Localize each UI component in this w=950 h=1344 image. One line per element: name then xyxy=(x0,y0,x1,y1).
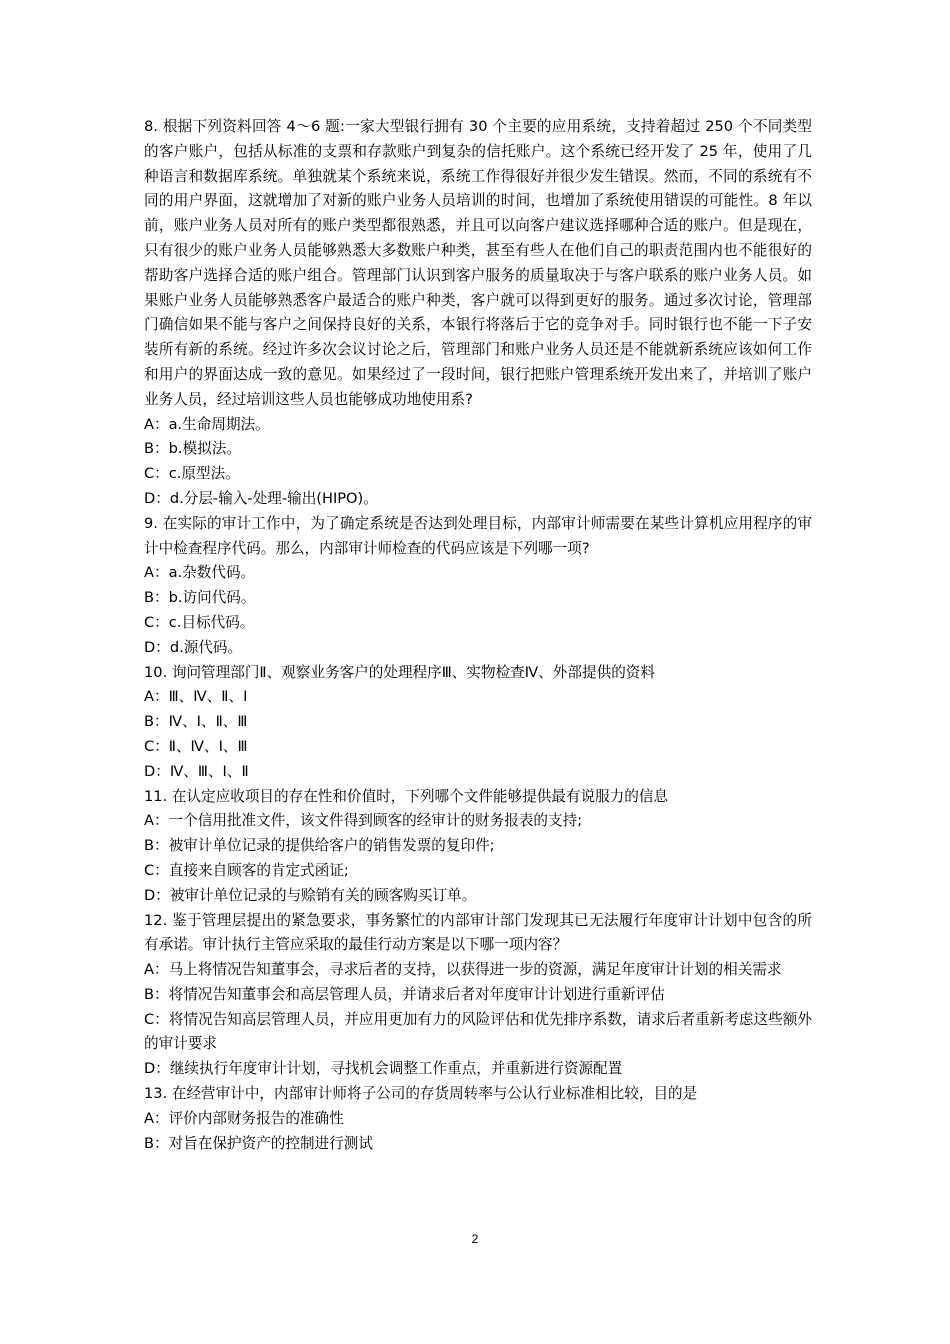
question-8-option-a: A：a.生命周期法。 xyxy=(144,415,270,433)
question-9-option-b: B：b.访问代码。 xyxy=(144,589,256,607)
question-12-option-a: A：马上将情况告知董事会，寻求后者的支持，以获得进一步的资源，满足年度审计计划的相关需求 xyxy=(144,961,782,979)
question-10-option-d: D：Ⅳ、Ⅲ、Ⅰ、Ⅱ xyxy=(144,762,249,780)
question-11-option-c: C：直接来自顾客的肯定式函证; xyxy=(144,861,349,879)
question-8-option-b: B：b.模拟法。 xyxy=(144,440,241,458)
question-12-option-b: B：将情况告知董事会和高层管理人员，并请求后者对年度审计计划进行重新评估 xyxy=(144,985,665,1003)
question-11-stem: 11. 在认定应收项目的存在性和价值时，下列哪个文件能够提供最有说服力的信息 xyxy=(144,787,669,805)
question-10-option-a: A：Ⅲ、Ⅳ、Ⅱ、Ⅰ xyxy=(144,688,248,706)
question-8-option-d: D：d.分层-输入-处理-输出(HIPO)。 xyxy=(144,489,378,507)
question-8-stem: 8. 根据下列资料回答 4～6 题:一家大型银行拥有 30 个主要的应用系统，支持着超过 250 个不同类型的客户账户，包括从标准的支票和存款账户到复杂的信托账户。这个系统已经开发了 25 年，使用了几种语言和数据库系统。单独就某个系统来说，系统工作得很好并很少发生错误。然而，不同的系统有不同的用户界面，这就增加了对新的账户业务人员培训的时间，也增加了系统使用错误的可能性。8 年以前，账户业务人员对所有的账户类型都很熟悉，并且可以向客户建议选择哪种合适的账户。但是现在，只有很少的账户业务人员能够熟悉大多数账户种类，甚至有些人在他们自己的职责范围内也不能很好的帮助客户选择合适的账户组合。管理部门认识到客户服务的质量取决于与客户联系的账户业务人员。如果账户业务人员能够熟悉客户最适合的账户种类，客户就可以得到更好的服务。通过多次讨论，管理部门确信如果不能与客户之间保持良好的关系，本银行将落后于它的竞争对手。同时银行也不能一下子安装所有新的系统。经过许多次会议讨论之后，管理部门和账户业务人员还是不能就新系统应该如何工作和用户的界面达成一致的意见。如果经过了一段时间，银行把账户管理系统开发出来了，并培训了账户业务人员，经过培训这些人员也能够成功地使用系? xyxy=(144,118,812,408)
question-11-option-d: D：被审计单位记录的与赊销有关的顾客购买订单。 xyxy=(144,886,477,904)
page-number: 2 xyxy=(471,1232,479,1246)
question-10-option-b: B：Ⅳ、Ⅰ、Ⅱ、Ⅲ xyxy=(144,713,248,731)
question-9-option-c: C：c.目标代码。 xyxy=(144,613,255,631)
question-12-option-c: C：将情况告知高层管理人员，并应用更加有力的风险评估和优先排序系数，请求后者重新考虑这些额外的审计要求 xyxy=(144,1010,812,1053)
page-content xyxy=(144,115,812,1156)
question-11-option-a: A：一个信用批准文件，该文件得到顾客的经审计的财务报表的支持; xyxy=(144,812,583,830)
question-12-option-d: D：继续执行年度审计计划，寻找机会调整工作重点，并重新进行资源配置 xyxy=(144,1060,623,1078)
question-9-option-a: A：a.杂数代码。 xyxy=(144,564,256,582)
question-9-stem: 9. 在实际的审计工作中，为了确定系统是否达到处理目标，内部审计师需要在某些计算机应用程序的审计中检查程序代码。那么，内部审计师检查的代码应该是下列哪一项? xyxy=(144,514,812,557)
question-9-option-d: D：d.源代码。 xyxy=(144,638,243,656)
question-12-stem: 12. 鉴于管理层提出的紧急要求，事务繁忙的内部审计部门发现其已无法履行年度审计计划中包含的所有承诺。审计执行主管应采取的最佳行动方案是以下哪一项内容？ xyxy=(144,911,812,954)
question-13-stem: 13. 在经营审计中，内部审计师将子公司的存货周转率与公认行业标准相比较，目的是 xyxy=(144,1085,698,1103)
question-11-option-b: B：被审计单位记录的提供给客户的销售发票的复印件; xyxy=(144,837,495,855)
question-10-stem: 10. 询问管理部门Ⅱ、观察业务客户的处理程序Ⅲ、实物检查Ⅳ、外部提供的资料 xyxy=(144,663,655,681)
question-13-option-b: B：对旨在保护资产的控制进行测试 xyxy=(144,1134,373,1152)
question-10-option-c: C：Ⅱ、Ⅳ、Ⅰ、Ⅲ xyxy=(144,737,248,755)
question-8-option-c: C：c.原型法。 xyxy=(144,465,240,483)
question-13-option-a: A：评价内部财务报告的准确性 xyxy=(144,1109,344,1127)
